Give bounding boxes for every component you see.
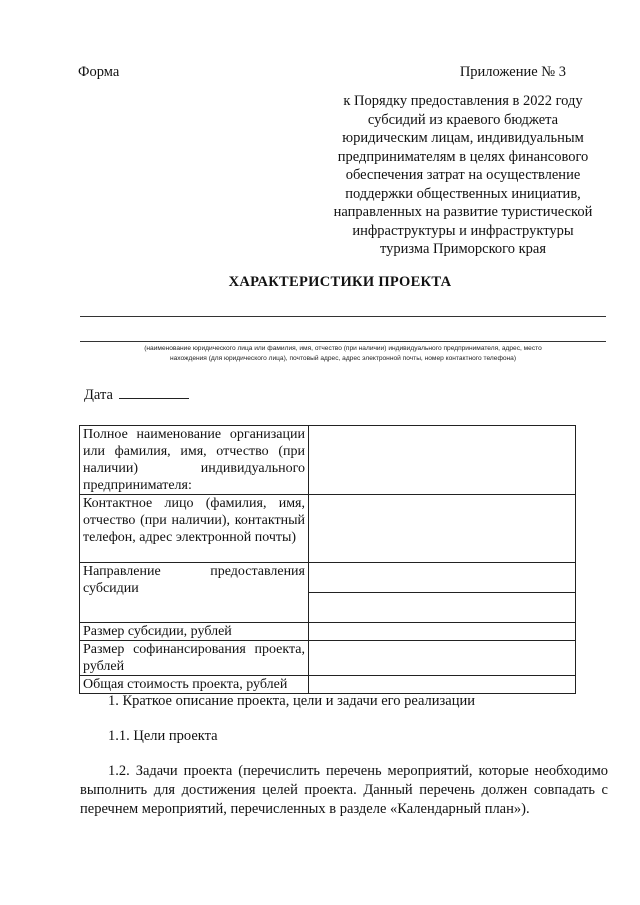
table-cell-label: Контактное лицо (фамилия, имя, отчество (при наличии), контактный телефон, адрес электронной почты) xyxy=(80,495,309,563)
table-cell-value[interactable] xyxy=(309,623,576,641)
table-cell-label: Полное наименование организации или фамилия, имя, отчество (при наличии) индивидуального предпринимателя: xyxy=(80,426,309,495)
section-1-heading: 1. Краткое описание проекта, цели и задачи его реализации xyxy=(108,693,475,709)
date-row xyxy=(84,386,189,404)
caption-line: (наименование юридического лица или фамилия, имя, отчество (при наличии) индивидуального предпринимателя, адрес, место xyxy=(144,345,542,352)
section-1-2-text: 1.2. Задачи проекта (перечислить перечень мероприятий, которые необходимо выполнить для достижения целей проекта. Данный перечень должен совпадать с перечнем мероприятий, перечисленных в разделе «Календарный план»). xyxy=(80,763,608,817)
document-title: ХАРАКТЕРИСТИКИ ПРОЕКТА xyxy=(228,274,452,290)
date-label: Дата xyxy=(84,387,113,403)
appendix-text xyxy=(318,92,608,259)
appendix-line: туризма Приморского края xyxy=(379,241,547,257)
table-cell-value-extra[interactable] xyxy=(309,593,576,623)
table-cell-label: Направление предоставления субсидии xyxy=(80,563,309,623)
table-row xyxy=(80,563,576,593)
table-cell-label: Размер субсидии, рублей xyxy=(80,623,309,641)
table-cell-value[interactable] xyxy=(309,641,576,676)
table-cell-value[interactable] xyxy=(309,495,576,563)
appendix-line: к Порядку предоставления в 2022 году xyxy=(343,93,583,109)
table-cell-value[interactable] xyxy=(309,676,576,694)
appendix-line: субсидий из краевого бюджета xyxy=(367,111,559,128)
caption-line: нахождения (для юридического лица), почтовый адрес, адрес электронной почты, номер контактного телефона) xyxy=(169,355,517,362)
date-field[interactable] xyxy=(119,386,189,399)
caption xyxy=(80,344,606,364)
table-cell-value[interactable] xyxy=(309,563,576,593)
appendix-line: инфраструктуры и инфраструктуры xyxy=(352,222,574,239)
blank-line-1 xyxy=(80,316,606,317)
appendix-line: направленных на развитие туристической xyxy=(333,204,593,220)
section-1-1-heading: 1.1. Цели проекта xyxy=(108,728,218,744)
table-row xyxy=(80,641,576,676)
appendix-title: Приложение № 3 xyxy=(459,64,566,80)
project-info-table xyxy=(79,425,576,694)
form-label: Форма xyxy=(78,64,120,80)
table-cell-label: Размер софинансирования проекта, рублей xyxy=(80,641,309,676)
table-row xyxy=(80,426,576,495)
table-cell-label: Общая стоимость проекта, рублей xyxy=(80,676,309,694)
appendix-line: юридическим лицам, индивидуальным xyxy=(342,130,584,146)
appendix-line: поддержки общественных инициатив, xyxy=(345,185,581,202)
table-row xyxy=(80,495,576,563)
table-row xyxy=(80,676,576,694)
appendix-line: обеспечения затрат на осуществление xyxy=(345,167,581,183)
table-row xyxy=(80,623,576,641)
appendix-line: предпринимателям в целях финансового xyxy=(337,148,589,165)
blank-line-2 xyxy=(80,341,606,342)
table-cell-value[interactable] xyxy=(309,426,576,495)
